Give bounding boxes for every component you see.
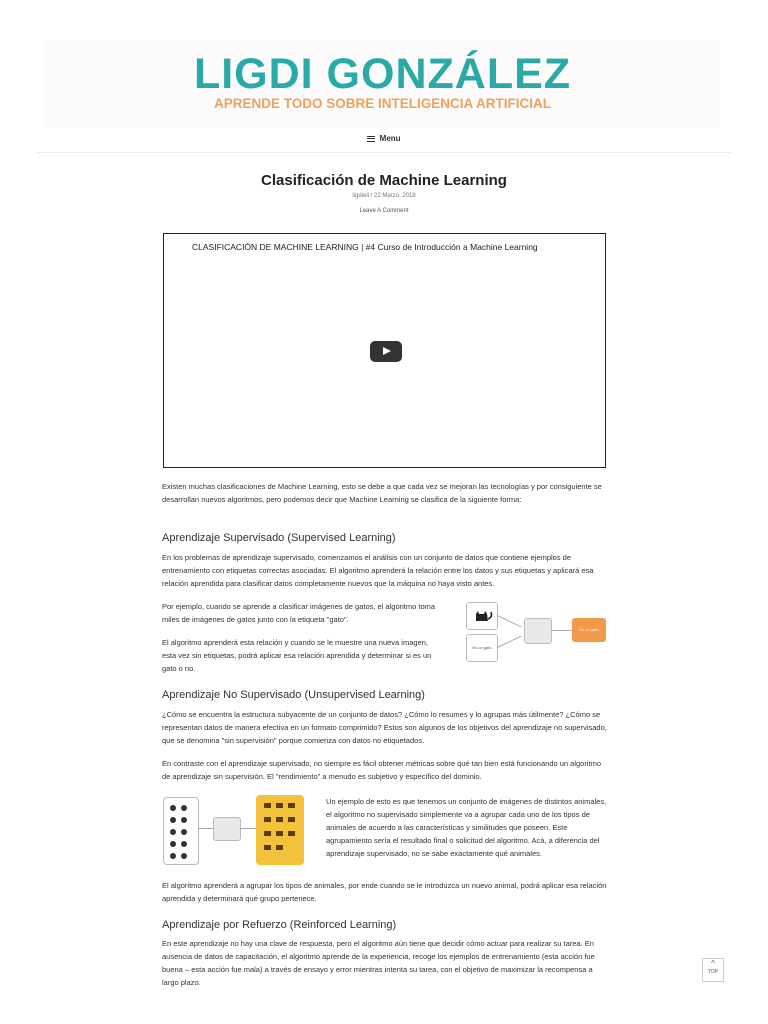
computer-icon [524,618,552,644]
video-embed[interactable] [163,233,606,468]
hamburger-icon [367,136,375,142]
computer-icon [213,817,241,841]
grouped-animals-icon [256,795,304,865]
reinforced-paragraph-1: En este aprendizaje no hay una clave de respuesta, pero el algoritmo aún tiene que decidir cómo actuar para realizar su tarea. En ausencia de datos de capacitación, el algoritmo aprende de la experiencia, recoge los ejemplos de entrenamiento (esta acción fue buena – esta acción fue mala) a través de ensayo y error mientras intenta su tarea, con el objetivo de maximizar la recompensa a largo plazo. [162,939,595,987]
heading-unsupervised: Aprendizaje No Supervisado (Unsupervised Learning) [162,689,425,701]
unsupervised-paragraph-4: El algoritmo aprenderá a agrupar los tipos de animales, por ende cuando se le introduzca un nuevo animal, podrá aplicar esa relación aprendida y determinará qué grupo pertenece. [162,881,607,903]
input-label: Es un gato [466,634,498,662]
leave-comment-link[interactable]: Leave A Comment [359,208,409,214]
site-header [45,40,720,128]
unsupervised-diagram [163,795,305,867]
video-title[interactable]: CLASIFICACIÓN DE MACHINE LEARNING | #4 Curso de Introducción a Machine Learning [192,242,538,252]
unsupervised-paragraph-2: En contraste con el aprendizaje supervisado, no siempre es fácil obtener métricas sobre qué tan bien está funcionando un algoritmo de aprendizaje sin supervisión. El "rendimiento" a menudo es subjetivo y específico del dominio. [162,759,602,781]
heading-reinforced: Aprendizaje por Refuerzo (Reinforced Learning) [162,919,397,931]
supervised-diagram [466,602,608,660]
supervised-paragraph-1: En los problemas de aprendizaje supervisado, comenzamos el análisis con un conjunto de datos que contiene ejemplos de entrenamiento con etiquetas correctas asociadas. El algoritmo aprenderá la relación entre los datos y sus etiquetas y aplicará esa relación aprendida para clasificar datos completamente nuevos que la máquina no haya visto antes. [162,553,594,588]
site-subtitle: APRENDE TODO SOBRE INTELIGENCIA ARTIFICIAL [213,96,551,111]
post-title: Clasificación de Machine Learning [261,172,507,189]
site-title[interactable]: LIGDI GONZÁLEZ [193,50,572,98]
menu-label: Menu [379,134,401,143]
chevron-up-icon: ^ [711,959,715,968]
output-label: Es un gato [572,618,606,642]
post-meta[interactable]: ligdieli / 22 Marzo, 2018 [352,193,416,199]
supervised-paragraph-3: El algoritmo aprenderá esta relación y cuando se le muestre una nueva imagen, esta vez sin etiquetas, podrá aplicar esa relación aprendida y determinar si es un gato o no. [162,638,432,673]
cat-image-icon [466,602,498,630]
divider [36,152,732,153]
scroll-top-label: TOP [707,969,719,975]
unsupervised-paragraph-1: ¿Cómo se encuentra la estructura subyacente de un conjunto de datos? ¿Cómo lo resumes y lo agrupas más útilmente? ¿Cómo se representan datos de manera efectiva en un formato comprimido? Estos son algunos de los objetivos del aprendizaje no supervisado, que se denomina "sin supervisión" porque comienza con datos no etiquetados. [162,710,607,745]
animals-grid-icon [163,797,199,865]
scroll-top-button[interactable] [702,958,724,982]
intro-paragraph: Existen muchas clasificaciones de Machine Learning, esto se debe a que cada vez se mejoran las tecnologías y por consiguiente se desarrollan nuevos algoritmos, pero podemos decir que Machine Learning se clasifica de la siguiente forma: [162,482,602,504]
play-button-icon[interactable] [370,341,402,362]
supervised-paragraph-2: Por ejemplo, cuando se aprende a clasificar imágenes de gatos, el algoritmo toma miles de imágenes de gatos junto con la etiqueta "gato". [162,602,436,624]
menu-toggle[interactable] [0,134,768,143]
heading-supervised: Aprendizaje Supervisado (Supervised Learning) [162,532,396,544]
unsupervised-paragraph-3: Un ejemplo de esto es que tenemos un conjunto de imágenes de distintos animales, el algoritmo no supervisado simplemente va a agrupar cada uno de los tipos de animales de acuerdo a las características y similitudes que poseen. Este agrupamiento sería el resultado final o solicitud del algoritmo. Acá, a diferencia del aprendizaje supervisado, no se sabe exactamente qué animales. [326,797,607,858]
